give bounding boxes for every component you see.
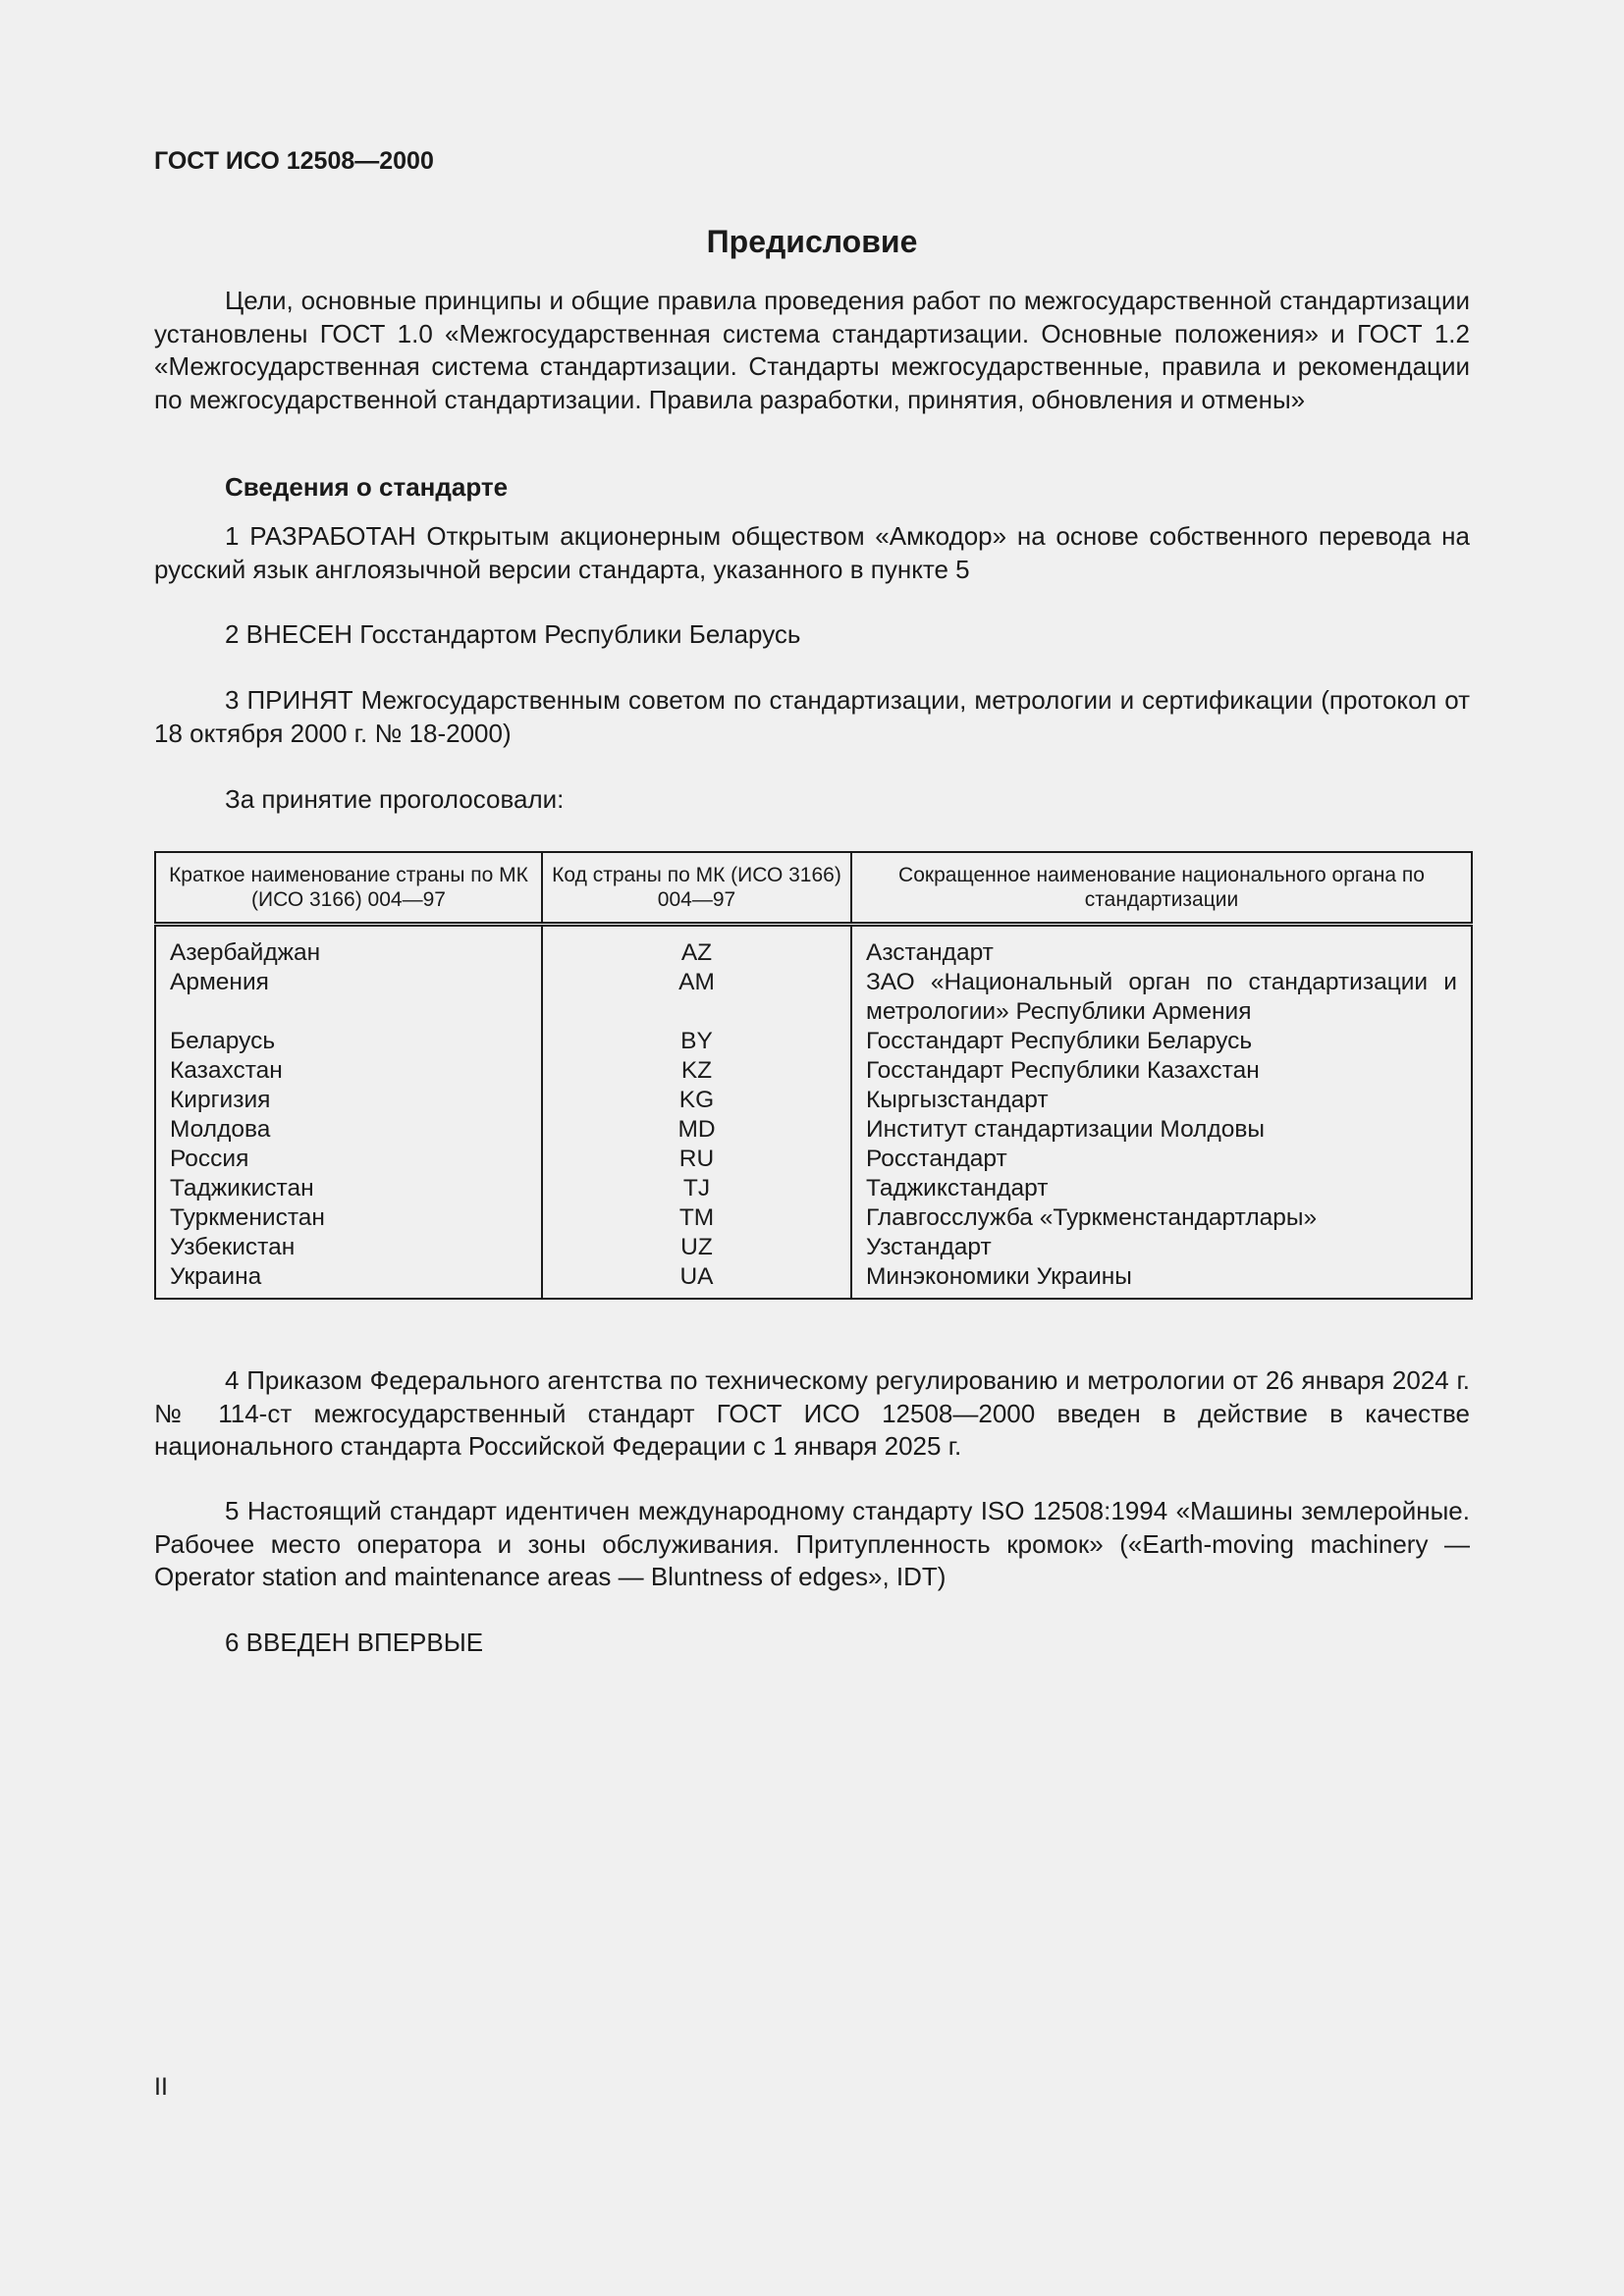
organization-cell: Азстандарт [851,925,1472,969]
country-cell: Беларусь [170,1028,276,1054]
code-cell: MD [542,1115,851,1145]
country-cell: Россия [170,1146,249,1172]
country-cell: Киргизия [170,1087,271,1113]
country-cell: Таджикистан [170,1175,314,1201]
organization-cell: Узстандарт [851,1233,1472,1262]
organization-cell: Госстандарт Республики Беларусь [851,1027,1472,1056]
code-cell: AZ [542,925,851,969]
code-cell: UZ [542,1233,851,1262]
code-cell: RU [542,1145,851,1174]
code-cell: TJ [542,1174,851,1203]
country-cell: Туркменистан [170,1204,325,1231]
table-row [155,1145,1472,1174]
table-row [155,968,1472,1027]
table-row [155,925,1472,969]
code-cell: UA [542,1262,851,1299]
country-cell: Узбекистан [170,1234,296,1260]
table-row [155,1027,1472,1056]
column-header-organization: Сокращенное наименование национального органа по стандартизации [851,852,1472,925]
organization-cell: ЗАО «Национальный орган по стандартизации и метрологии» Республики Армения [851,968,1472,1027]
organization-cell: Минэкономики Украины [851,1262,1472,1299]
table-row [155,1174,1472,1203]
info-heading: Сведения о стандарте [225,472,509,502]
section-title: Предисловие [706,224,918,259]
voted-label: За принятие проголосовали: [225,784,565,814]
voting-countries-table [154,851,1473,1300]
item-developed: 1 РАЗРАБОТАН Открытым акционерным обществом «Амкодор» на основе собственного перевода на русский язык англоязычной версии стандарта, указанного в пункте 5 [154,521,1470,584]
table-row [155,1086,1472,1115]
organization-cell: Росстандарт [851,1145,1472,1174]
country-cell: Азербайджан [170,939,321,966]
code-cell: BY [542,1027,851,1056]
item-first-introduced: 6 ВВЕДЕН ВПЕРВЫЕ [225,1628,484,1657]
item-adopted: 3 ПРИНЯТ Межгосударственным советом по стандартизации, метрологии и сертификации (протокол от 18 октября 2000 г. № 18-2000) [154,685,1470,748]
table-row [155,1203,1472,1233]
table-row [155,1056,1472,1086]
item-submitted: 2 ВНЕСЕН Госстандартом Республики Беларусь [225,619,801,649]
organization-cell: Госстандарт Республики Казахстан [851,1056,1472,1086]
column-header-code: Код страны по МК (ИСО 3166) 004—97 [542,852,851,925]
country-cell: Молдова [170,1116,271,1143]
organization-cell: Институт стандартизации Молдовы [851,1115,1472,1145]
organization-cell: Главгосслужба «Туркменстандартлары» [851,1203,1472,1233]
code-cell: KG [542,1086,851,1115]
table-header-row [155,852,1472,925]
organization-cell: Таджикстандарт [851,1174,1472,1203]
standard-designation: ГОСТ ИСО 12508—2000 [154,147,434,175]
table-row [155,1233,1472,1262]
table-row [155,1262,1472,1299]
table-row [155,1115,1472,1145]
item-identical: 5 Настоящий стандарт идентичен международному стандарту ISO 12508:1994 «Машины землеройные. Рабочее место оператора и зоны обслуживания. Притупленность кромок» («Earth-moving machinery — Operator station and maintenance areas — Bluntness of edges», IDT) [154,1496,1470,1591]
code-cell: KZ [542,1056,851,1086]
column-header-country: Краткое наименование страны по МК (ИСО 3166) 004—97 [155,852,542,925]
intro-paragraph: Цели, основные принципы и общие правила проведения работ по межгосударственной стандартизации установлены ГОСТ 1.0 «Межгосударственная система стандартизации. Основные положения» и ГОСТ 1.2 «Межгосударственная система стандартизации. Стандарты межгосударственные, правила и рекомендации по межгосударственной стандартизации. Правила разработки, принятия, обновления и отмены» [154,286,1470,414]
country-cell: Армения [170,969,269,995]
country-cell: Казахстан [170,1057,283,1084]
country-cell: Украина [170,1263,262,1290]
page-number: II [154,2073,168,2101]
code-cell: AM [542,968,851,1027]
item-enacted: 4 Приказом Федерального агентства по техническому регулированию и метрологии от 26 января 2024 г. № 114-ст межгосударственный стандарт ГОСТ ИСО 12508—2000 введен в действие в качестве национального стандарта Российской Федерации с 1 января 2025 г. [154,1365,1470,1461]
organization-cell: Кыргызстандарт [851,1086,1472,1115]
code-cell: TM [542,1203,851,1233]
